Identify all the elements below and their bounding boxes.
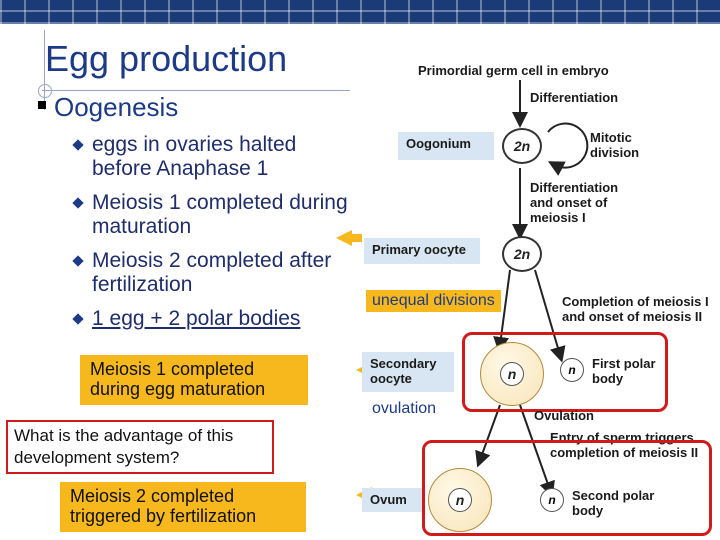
label-ovulation: Ovulation [534, 408, 594, 423]
stage-secondary: Secondary oocyte [362, 352, 454, 392]
stage-oogonium: Oogonium [398, 132, 494, 160]
label-mitotic: Mitotic division [590, 130, 640, 160]
bullet-text: Meiosis 1 completed during maturation [92, 191, 348, 238]
cell-primary: 2n [502, 236, 542, 272]
label-sperm: Entry of sperm triggers completion of meiosis II [550, 430, 699, 460]
label-first-polar: First polar body [592, 356, 656, 386]
stage-primary: Primary oocyte [364, 238, 480, 264]
bullet-text: Meiosis 2 completed after fertilization [92, 249, 332, 296]
section-heading-text: Oogenesis [54, 92, 179, 122]
bullet-text: eggs in ovaries halted before Anaphase 1 [92, 133, 297, 180]
label-primordial: Primordial germ cell in embryo [418, 63, 609, 78]
nucleus: n [500, 362, 524, 386]
cell-oogonium: 2n [502, 128, 542, 164]
cell-ovum [428, 468, 492, 532]
mitotic-cycle-arrow [548, 124, 587, 168]
label-differentiation: Differentiation [530, 90, 619, 105]
stage-ovum: Ovum [362, 488, 422, 512]
tag-unequal-divisions: unequal divisions [366, 290, 501, 312]
cell-first-polar: n [560, 358, 584, 382]
label-completion-1: Completion of meiosis I and onset of meiosis II [562, 294, 709, 324]
yellow-arrow-icon [336, 230, 362, 246]
cell-secondary [480, 342, 544, 406]
cell-second-polar: n [540, 488, 564, 512]
callout-question: What is the advantage of this development system? [6, 420, 274, 474]
label-diff-onset: Differentiation and onset of meiosis I [530, 180, 619, 225]
nucleus: n [448, 488, 472, 512]
tag-ovulation: ovulation [368, 398, 440, 420]
label-second-polar: Second polar body [572, 488, 655, 518]
callout-meiosis2: Meiosis 2 completed triggered by fertilization [60, 482, 306, 532]
bullet-text: 1 egg + 2 polar bodies [92, 307, 301, 330]
slide-title: Egg production [45, 38, 288, 79]
callout-meiosis1: Meiosis 1 completed during egg maturation [80, 355, 308, 405]
